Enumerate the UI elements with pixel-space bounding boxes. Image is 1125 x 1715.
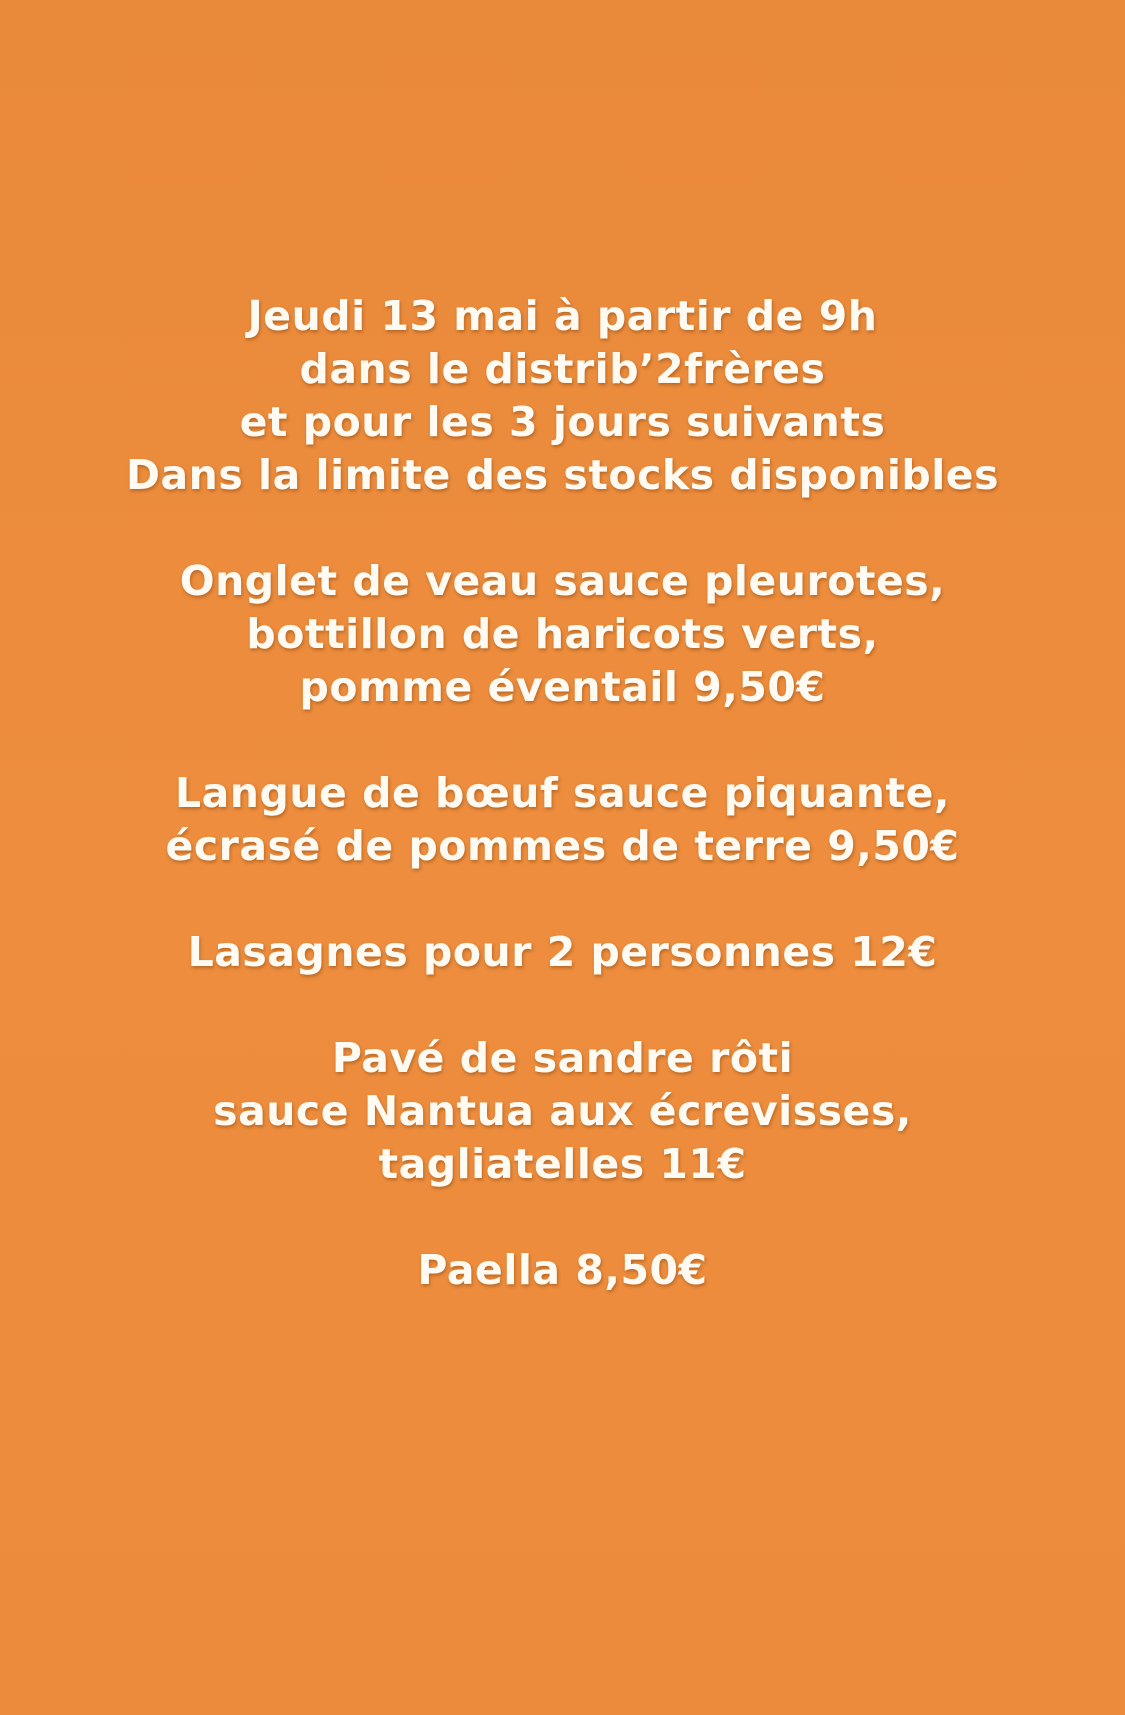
dish-line: Langue de bœuf sauce piquante, bbox=[175, 769, 950, 817]
dish-lasagnes bbox=[0, 926, 1125, 979]
intro-line-date: Jeudi 13 mai à partir de 9h bbox=[247, 292, 878, 340]
dish-langue-de-boeuf bbox=[0, 767, 1125, 873]
intro-line-stock: Dans la limite des stocks disponibles bbox=[125, 451, 1000, 499]
dish-paella bbox=[0, 1244, 1125, 1297]
menu-text bbox=[0, 290, 1125, 1350]
dish-line: écrasé de pommes de terre 9,50€ bbox=[165, 822, 960, 870]
dish-line: Pavé de sandre rôti bbox=[331, 1034, 794, 1082]
dish-pave-de-sandre bbox=[0, 1032, 1125, 1191]
dish-line: bottillon de haricots verts, bbox=[246, 610, 879, 658]
dish-line: sauce Nantua aux écrevisses, bbox=[213, 1087, 912, 1135]
dish-line: Onglet de veau sauce pleurotes, bbox=[179, 557, 946, 605]
intro-line-place: dans le distrib’2frères bbox=[299, 345, 826, 393]
dish-line: Lasagnes pour 2 personnes 12€ bbox=[187, 928, 938, 976]
dish-onglet-de-veau bbox=[0, 555, 1125, 714]
dish-line: Paella 8,50€ bbox=[417, 1246, 708, 1294]
dish-line: pomme éventail 9,50€ bbox=[299, 663, 826, 711]
intro-block bbox=[0, 290, 1125, 502]
dish-line: tagliatelles 11€ bbox=[378, 1140, 747, 1188]
intro-line-duration: et pour les 3 jours suivants bbox=[239, 398, 886, 446]
